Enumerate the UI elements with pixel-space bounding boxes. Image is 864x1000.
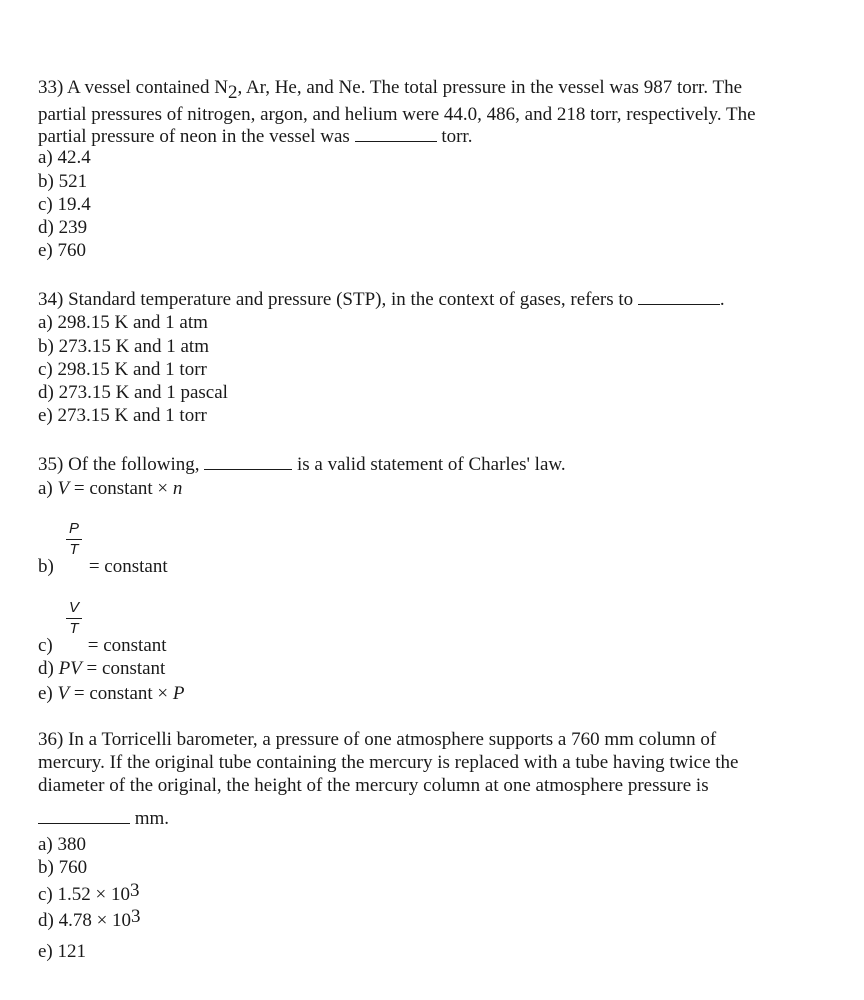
q34-prompt: 34) Standard temperature and pressure (STP), in the context of gases, refers to . <box>38 289 725 310</box>
q36-prompt-line4: mm. <box>38 808 169 830</box>
q33-answer-blank[interactable] <box>355 127 437 142</box>
q34-option-e[interactable]: e) 273.15 K and 1 torr <box>38 405 207 426</box>
q35-answer-blank[interactable] <box>204 455 292 470</box>
q36-prompt-line1: 36) In a Torricelli barometer, a pressure of one atmosphere supports a 760 mm column of <box>38 729 717 750</box>
q36-option-d[interactable]: d) 4.78 × 103 <box>38 906 141 931</box>
q35-option-c-fraction: V T <box>66 599 82 638</box>
q33-prompt-line2: partial pressures of nitrogen, argon, and helium were 44.0, 486, and 218 torr, respectively. The <box>38 104 756 125</box>
q35-option-b[interactable]: b) = constant <box>38 556 168 577</box>
q35-option-e[interactable]: e) V = constant × P <box>38 683 185 704</box>
q34-option-d[interactable]: d) 273.15 K and 1 pascal <box>38 382 228 403</box>
q36-option-b[interactable]: b) 760 <box>38 857 88 878</box>
q34-option-c[interactable]: c) 298.15 K and 1 torr <box>38 359 207 380</box>
q33-prompt-line1: 33) A vessel contained N2, Ar, He, and Ne. The total pressure in the vessel was 987 torr. The <box>38 77 743 103</box>
q36-option-e[interactable]: e) 121 <box>38 941 87 962</box>
q34-answer-blank[interactable] <box>638 290 720 305</box>
q33-option-c[interactable]: c) 19.4 <box>38 194 91 215</box>
q36-option-c[interactable]: c) 1.52 × 103 <box>38 880 140 905</box>
q35-prompt: 35) Of the following, is a valid statement of Charles' law. <box>38 454 566 475</box>
q33-option-e[interactable]: e) 760 <box>38 240 87 261</box>
q33-option-d[interactable]: d) 239 <box>38 217 88 238</box>
q36-prompt-line2: mercury. If the original tube containing the mercury is replaced with a tube having twice the <box>38 752 739 773</box>
q36-option-a[interactable]: a) 380 <box>38 834 87 855</box>
q33-prompt-line3: partial pressure of neon in the vessel was torr. <box>38 126 473 147</box>
q35-option-c[interactable]: c) = constant <box>38 635 167 656</box>
q35-option-b-fraction: P T <box>66 520 82 559</box>
q36-answer-blank[interactable] <box>38 809 130 824</box>
q35-option-a[interactable]: a) V = constant × n <box>38 478 183 499</box>
q35-option-d[interactable]: d) PV = constant <box>38 658 166 679</box>
q33-option-b[interactable]: b) 521 <box>38 171 88 192</box>
q34-option-a[interactable]: a) 298.15 K and 1 atm <box>38 312 208 333</box>
q33-option-a[interactable]: a) 42.4 <box>38 147 91 168</box>
q34-option-b[interactable]: b) 273.15 K and 1 atm <box>38 336 209 357</box>
q36-prompt-line3: diameter of the original, the height of the mercury column at one atmosphere pressure is <box>38 775 709 796</box>
